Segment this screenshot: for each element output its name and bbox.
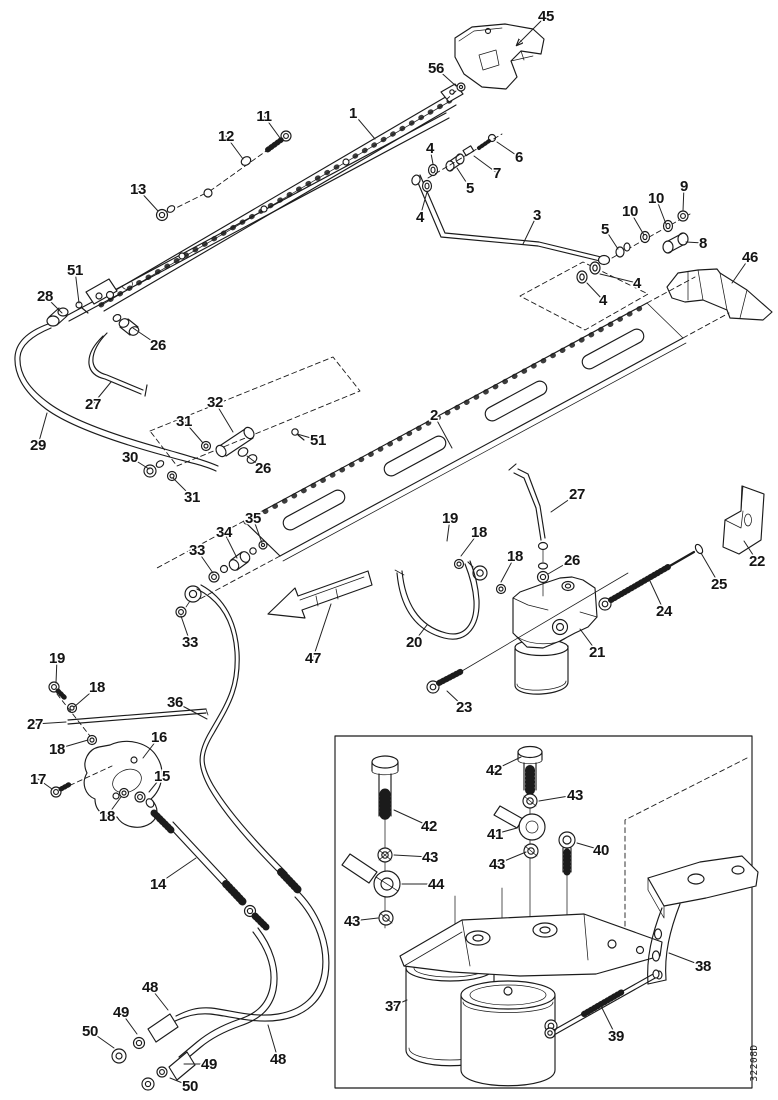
leader-lines xyxy=(35,16,757,1086)
callout-27-57: 27 xyxy=(568,486,586,503)
callout-9-15: 9 xyxy=(679,178,689,195)
callout-4-6: 4 xyxy=(425,140,435,157)
callout-4-10: 4 xyxy=(415,209,425,226)
callout-12-3: 12 xyxy=(217,128,235,145)
callout-13-5: 13 xyxy=(129,181,147,198)
callout-47-36: 47 xyxy=(304,650,322,667)
callout-43-65: 43 xyxy=(566,787,584,804)
callout-42-69: 42 xyxy=(420,818,438,835)
arrow-bracket-47 xyxy=(268,571,372,618)
callout-26-22: 26 xyxy=(149,337,167,354)
callout-49-50: 49 xyxy=(200,1056,218,1073)
tube-27-upper xyxy=(89,333,147,396)
callout-48-52: 48 xyxy=(269,1051,287,1068)
callout-25-59: 25 xyxy=(710,576,728,593)
valve-assembly-30-31-32 xyxy=(144,426,304,481)
callout-16-42: 16 xyxy=(150,729,168,746)
callout-42-64: 42 xyxy=(485,762,503,779)
callout-27-40: 27 xyxy=(26,716,44,733)
callout-46-17: 46 xyxy=(741,249,759,266)
callout-3-11: 3 xyxy=(532,207,542,224)
inset-washer-43-left xyxy=(378,848,392,862)
callout-18-39: 18 xyxy=(88,679,106,696)
mounting-rail-2 xyxy=(150,277,729,601)
fitting-row-33-34-35 xyxy=(209,541,267,582)
callout-34-33: 34 xyxy=(215,524,233,541)
callout-19-38: 19 xyxy=(48,650,66,667)
callout-15-44: 15 xyxy=(153,768,171,785)
callout-31-28: 31 xyxy=(183,489,201,506)
callout-4-18: 4 xyxy=(632,275,642,292)
callout-7-8: 7 xyxy=(492,165,502,182)
inset-washer-43-right xyxy=(523,794,537,808)
callout-50-49: 50 xyxy=(81,1023,99,1040)
fitting-28 xyxy=(47,308,68,326)
inset-bolt-40 xyxy=(559,832,575,926)
callout-6-7: 6 xyxy=(514,149,524,166)
inset-clamp-44 xyxy=(342,854,400,897)
callout-43-67: 43 xyxy=(488,856,506,873)
callout-49-48: 49 xyxy=(112,1004,130,1021)
bolt-51-left xyxy=(76,302,88,313)
callout-33-34: 33 xyxy=(188,542,206,559)
callout-26-56: 26 xyxy=(563,552,581,569)
hose-14 xyxy=(154,813,266,927)
tube-36 xyxy=(197,585,287,877)
callout-20-62: 20 xyxy=(405,634,423,651)
callout-2-31: 2 xyxy=(429,407,439,424)
callout-14-46: 14 xyxy=(149,876,167,893)
leader-line-4-18 xyxy=(600,274,637,283)
callout-44-71: 44 xyxy=(427,876,445,893)
inset-bolt-42-left xyxy=(372,756,398,928)
callout-4-19: 4 xyxy=(598,292,608,309)
callout-38-74: 38 xyxy=(694,958,712,975)
callout-19-53: 19 xyxy=(441,510,459,527)
callout-11-2: 11 xyxy=(256,108,272,125)
callout-27-23: 27 xyxy=(84,396,102,413)
callout-31-26: 31 xyxy=(175,413,193,430)
callout-30-27: 30 xyxy=(121,449,139,466)
callout-10-13: 10 xyxy=(621,203,639,220)
figure-code: 32208D xyxy=(749,1044,760,1082)
callout-43-72: 43 xyxy=(343,913,361,930)
bracket-46 xyxy=(667,269,772,320)
banjo-fitting-33 xyxy=(176,586,201,617)
inset-washer-43-center xyxy=(524,844,538,858)
callout-36-37: 36 xyxy=(166,694,184,711)
callout-51-30: 51 xyxy=(309,432,327,449)
callout-18-54: 18 xyxy=(470,524,488,541)
callout-51-20: 51 xyxy=(66,262,84,279)
callout-24-60: 24 xyxy=(655,603,673,620)
pipe-3-assembly xyxy=(411,134,690,330)
callout-35-32: 35 xyxy=(244,510,262,527)
callout-10-14: 10 xyxy=(647,190,665,207)
inset-washer-43-bottom-left xyxy=(379,911,393,925)
inset-rod-39 xyxy=(545,970,659,1038)
callout-43-70: 43 xyxy=(421,849,439,866)
callout-1-4: 1 xyxy=(348,105,358,122)
pump-assembly-16 xyxy=(49,682,208,827)
callout-40-68: 40 xyxy=(592,842,610,859)
callout-29-24: 29 xyxy=(29,437,47,454)
cover-45 xyxy=(455,24,544,89)
callout-45-0: 45 xyxy=(537,8,555,25)
callout-18-55: 18 xyxy=(506,548,524,565)
callout-56-1: 56 xyxy=(427,60,445,77)
callout-8-16: 8 xyxy=(698,235,708,252)
drawing-layer xyxy=(15,24,772,1090)
callout-48-47: 48 xyxy=(141,979,159,996)
callout-23-63: 23 xyxy=(455,699,473,716)
elbow-26-upper xyxy=(112,313,140,337)
callout-21-61: 21 xyxy=(588,644,606,661)
callout-26-29: 26 xyxy=(254,460,272,477)
callout-22-58: 22 xyxy=(748,553,766,570)
callout-17-43: 17 xyxy=(29,771,47,788)
callout-28-21: 28 xyxy=(36,288,54,305)
callout-18-45: 18 xyxy=(98,808,116,825)
callout-5-9: 5 xyxy=(465,180,475,197)
callout-33-35: 33 xyxy=(181,634,199,651)
callout-39-75: 39 xyxy=(607,1028,625,1045)
callout-37-73: 37 xyxy=(384,998,402,1015)
callout-32-25: 32 xyxy=(206,394,224,411)
twin-filter-37 xyxy=(400,914,662,1086)
callout-5-12: 5 xyxy=(600,221,610,238)
callout-18-41: 18 xyxy=(48,741,66,758)
callout-50-51: 50 xyxy=(181,1078,199,1095)
callout-41-66: 41 xyxy=(486,826,504,843)
